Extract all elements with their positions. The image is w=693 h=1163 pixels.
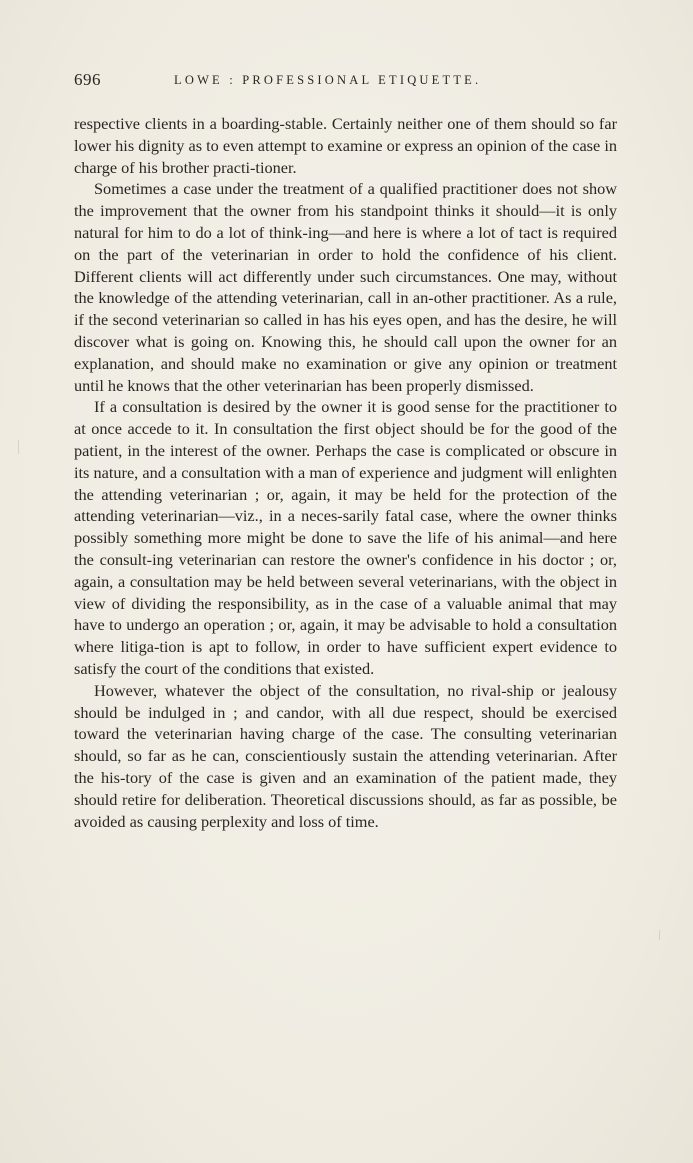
body-text — [74, 113, 617, 832]
page-header — [74, 70, 619, 94]
running-head: LOWE : PROFESSIONAL ETIQUETTE. — [174, 73, 482, 87]
paragraph-continued: respective clients in a boarding-stable. Certainly neither one of them should so far lower his dignity as to even attempt to examine or express an opinion of the case in charge of his brother practi-tioner. — [74, 114, 617, 177]
paragraph-unqualified-consultation: Sometimes a case under the treatment of a qualified practitioner does not show the improvement that the owner from his standpoint thinks it should—it is only natural for him to do a lot of think-ing—and here is where a lot of tact is required on the part of the veterinarian in order to hold the confidence of his client. Different clients will act differently under such circumstances. One may, without the knowledge of the attending veterinarian, call in an-other practitioner. As a rule, if the second veterinarian so called in has his eyes open, and has the desire, he will discover what is going on. Knowing this, he should call upon the owner for an explanation, and should make no examination or give any opinion or treatment until he knows that the other veterinarian has been properly dismissed. — [74, 179, 617, 395]
page-number: 696 — [74, 70, 101, 89]
paragraph-consultation-purpose: If a consultation is desired by the owner it is good sense for the practitioner to at once accede to it. In consultation the first object should be for the good of the patient, in the interest of the owner. Perhaps the case is complicated or obscure in its nature, and a consultation with a man of experience and judgment will enlighten the attending veterinarian ; or, again, it may be held for the protection of the attending veterinarian—viz., in a neces-sarily fatal case, where the owner thinks possibly something more might be done to save the life of his animal—and here the consult-ing veterinarian can restore the owner's confidence in his doctor ; or, again, a consultation may be held between several veterinarians, with the object in view of dividing the responsibility, as in the case of a valuable animal that may have to undergo an operation ; or, again, it may be advisable to hold a consultation where litiga-tion is apt to follow, in order to have sufficient expert evidence to satisfy the court of the conditions that existed. — [74, 397, 617, 678]
paragraph-consultation-conduct: However, whatever the object of the consultation, no rival-ship or jealousy should be indulged in ; and candor, with all due respect, should be exercised toward the veterinarian having charge of the case. The consulting veterinarian should, so far as he can, conscientiously sustain the attending veterinarian. After the his-tory of the case is given and an examination of the patient made, they should retire for deliberation. Theoretical discussions should, as far as possible, be avoided as causing perplexity and loss of time. — [74, 680, 617, 831]
paper-speck — [659, 930, 660, 940]
paper-speck — [18, 440, 19, 454]
